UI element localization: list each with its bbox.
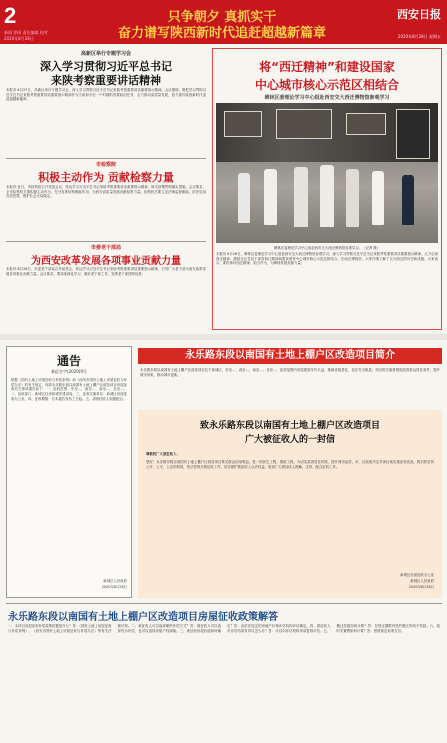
divider [6,158,206,159]
article3-title: 为西安改革发展各项事业贡献力量 [31,256,181,267]
feature-title-line1: 将“西迁精神”和建设国家 [259,60,395,74]
letter-salutation: 尊敬的广大被征收人： [146,452,180,456]
masthead [0,0,447,44]
project-banner: 永乐路东段以南国有土地上棚户区改造项目简介 [138,348,442,364]
photo-exhibit-frame [396,109,430,159]
divider [6,603,442,604]
letter-signature-org: 新城区人民政府 [410,579,434,583]
article2-body: 本报讯 近日，市检察院召开党组会议，传达学习习近平总书记来陕考察重要讲话重要指示精神，研究部署贯彻落实措施。会议要求，全市检察机关要积极主动作为，充分发挥检察职能作用，为西安高质量发展贡献检察力量。检察机关要立足法律监督职能，依法惩治各类犯罪，维护社会大局稳定。 [6,185,206,199]
issue-date: 2020年8月28日 星期五 [397,34,441,39]
article1-title-line1: 深入学习贯彻习近平总书记 [40,60,172,73]
article2-kicker: 市检察院 [95,162,116,168]
letter-title-line2: 广大被征收人的一封信 [244,435,335,445]
qa-title: 永乐路东段以南国有土地上棚户区改造项目房屋征收政策解答 [8,612,278,623]
feature-title-line2: 中心城市核心示范区相结合 [254,78,399,92]
letter-title-line1: 致永乐路东段以南国有土地上棚户区改造项目 [199,421,380,431]
article1-title-line2: 来陕考察重要讲话精神 [51,74,161,87]
notice-number: 新征告字(2020)9号 [51,369,87,374]
museum-photo [216,103,438,243]
photo-exhibit-frame [276,109,332,139]
photo-caption: 碑林区委理论学习中心组赴西安交大西迁博物馆参观学习。（记者 摄） [273,246,381,250]
photo-person [238,173,250,223]
notice-title: 通告 [56,354,81,368]
masthead-subline: 新闻 要闻 责任编辑 校对 [4,30,48,35]
article3-kicker: 市委老干部局 [90,245,121,251]
section-separator [0,334,447,340]
article2-title: 积极主动作为 贡献检察力量 [38,171,174,184]
letter-signature: 新城区房屋征收办公室 [400,573,434,577]
article1-kicker: 高新区举行专题学习会 [80,51,131,57]
slogan-line-2: 奋力谱写陕西新时代追赶超越新篇章 [117,26,326,41]
photo-person [264,169,277,225]
newspaper-brand: 西安日报 [397,8,441,21]
photo-person [320,165,334,227]
photo-person [372,171,384,225]
photo-person [346,169,359,227]
divider [6,241,206,242]
masthead-subline-2: 2020年8月28日 [4,36,34,41]
page-number: 2 [4,3,17,28]
photo-person [402,175,414,225]
photo-person [294,167,308,227]
notice-body: 根据《国有土地上房屋征收与补偿条例》和《西安市国有土地上房屋征收与补偿办法》的有关规定，现将永乐路东段以南国有土地上棚户区改造项目房屋征收有关事项通告如下：一、征收范围：东至…，西至…，南至…，北至…。二、征收部门：新城区住房和城乡建设局。三、征收实施单位：新城区房屋征收办公室。四、征收期限：自本通告发布之日起。五、请被征收人积极配合。 [11,378,127,401]
notice-date: 2020年8月28日 [101,585,127,589]
slogan-line-1: 只争朝夕 真抓实干 [167,10,277,25]
letter-body: 您好！永乐路东段以南国有土地上棚户区改造项目事关群众切身利益，是一项民生工程、德政工程。为切实改善居住环境，提升城市品质，市、区政府决定对该区域实施征收改造。我们将坚持公开、公平、公正的原则，依法依规开展征收工作，切实维护被征收人合法权益。恳请广大被征收人理解、支持、配合征收工作。 [146,460,434,469]
notice-signature: 新城区人民政府 [103,579,127,583]
photo-exhibit-frame [224,111,262,137]
project-intro: 永乐路东段以南国有土地上棚户区改造项目位于新城区，东至…，西至…，南至…，北至…，征收范围内房屋建成年代久远，基础设施老化，存在安全隐患。项目的实施将彻底改善群众居住条件，提升城市形象，推动城市更新。 [140,368,440,377]
feature-body: 本报讯 8月26日，碑林区委理论学习中心组赴西安交大西迁博物馆参观学习，深入学习贯彻习近平总书记来陕考察重要讲话重要指示精神，大力弘扬西迁精神，激励全区党员干部将西迁精神和建设国家中心城市核心示范区相结合。在西迁博物馆，大家详细了解了交大西迁的历史和成就。大家表示，要传承好西迁精神，担当作为，为碑林发展贡献力量。 [216,252,438,266]
feature-subtitle: 碑林区委理论学习中心组赴西安交大西迁博物馆参观学习 [264,95,390,101]
article3-body: 本报讯 8月26日，市委老干部局召开局务会，传达学习习近平总书记来陕考察重要讲话重要指示精神，引导广大老干部为西安改革发展各项事业贡献力量。会议要求，要持续深化学习，做好老干部工作，发挥老干部独特优势。 [6,267,206,276]
letter-date: 2020年8月28日 [408,585,434,589]
article1-body: 本报讯 8月27日，高新区举行专题学习会，深入学习贯彻习近平总书记来陕考察重要讲话重要指示精神。会议强调，要把学习贯彻习近平总书记来陕考察重要讲话重要指示精神作为当前和今后一个时期的首要政治任务，全力推动高质量发展，奋力谱写陕西新时代追赶超越新篇章。 [6,88,206,102]
photo-exhibit-frame [346,113,386,135]
qa-body: 一、本项目房屋征收补偿政策依据是什么？答：《国有土地上房屋征收与补偿条例》、《西安市国有土地上房屋征收与补偿办法》等有关法律法规。二、被征收人可以选择哪些补偿方式？答：被征收人可以选择货币补偿，也可以选择房屋产权调换。三、被征收房屋价值如何确定？答：由依法选定的房地产价格评估机构评估确定。四、被征收人对评估结果有异议怎么办？答：可以向评估机构申请复核评估。五、搬迁奖励如何计算？答：在规定期限内签约搬迁的给予奖励。六、临时安置费如何计算？答：按照规定标准支付。 [8,624,440,633]
